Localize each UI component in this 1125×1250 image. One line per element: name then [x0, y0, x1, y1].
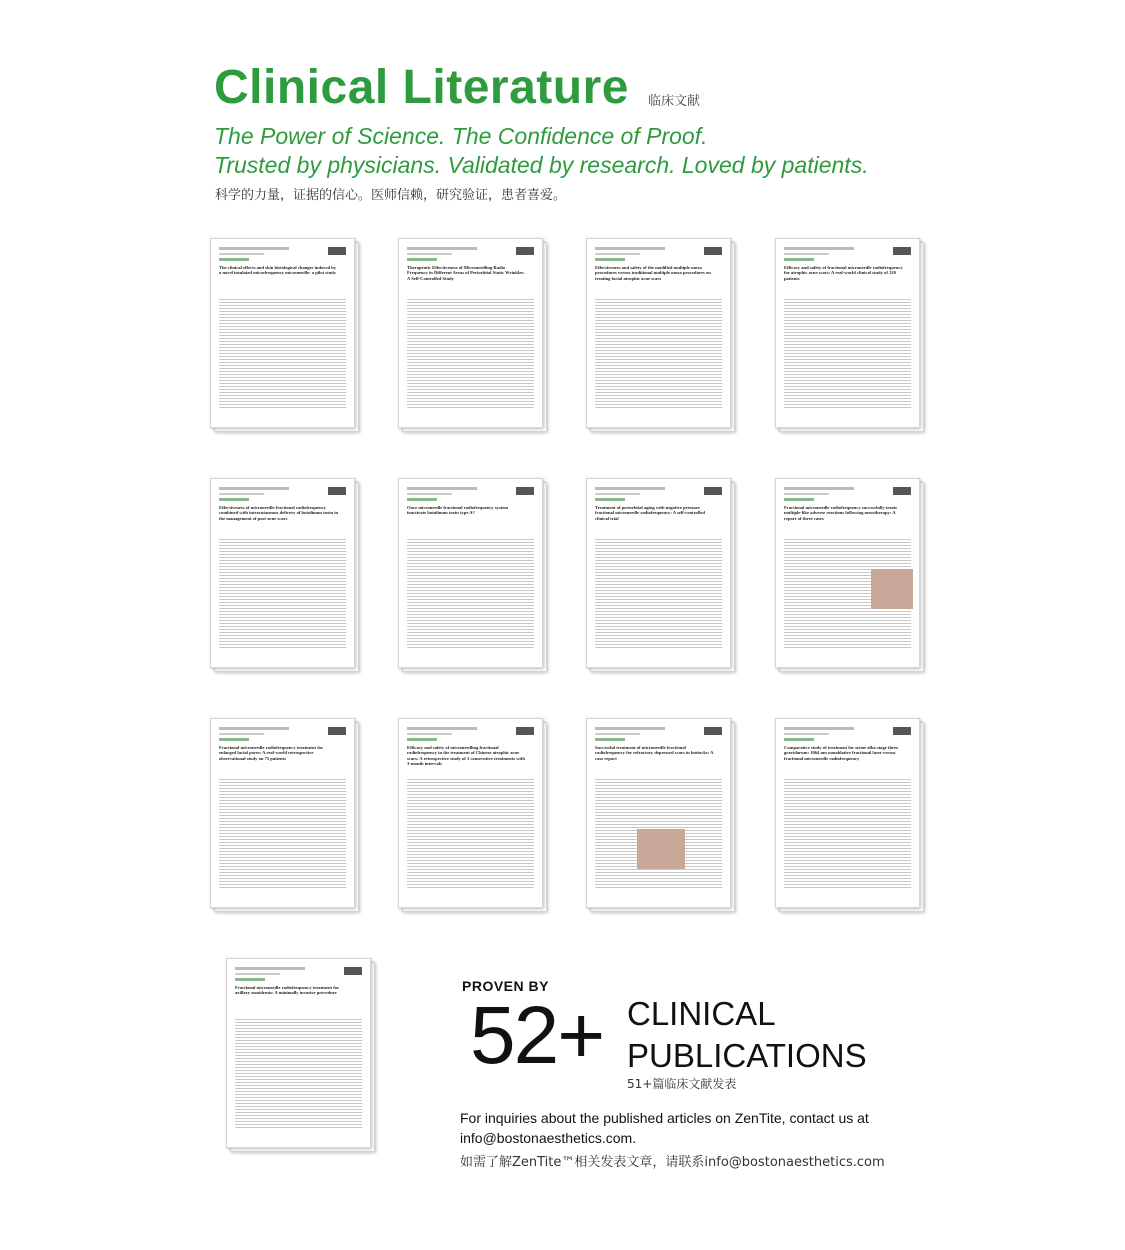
- page-title: Clinical Literature: [214, 61, 629, 114]
- page-title-chinese: 临床文献: [648, 94, 701, 109]
- tagline-chinese: 科学的力量，证据的信心。医师信赖，研究验证，患者喜爱。: [215, 188, 567, 203]
- paper-thumbnail: [775, 478, 920, 668]
- paper-title: Treatment of periorbital aging with negative pressure fractional microneedle radiofrequency: A self-controlled clinical trial: [595, 505, 705, 521]
- contact-text-chinese: 如需了解ZenTite™相关发表文章，请联系info@bostonaesthetics.com: [460, 1155, 885, 1170]
- contact-text-line-1: For inquiries about the published articles on ZenTite, contact us at: [460, 1110, 869, 1126]
- paper-thumbnail: [398, 478, 543, 668]
- paper-title: Effectiveness of microneedle fractional radiofrequency combined with intracutaneous delivery of botulinum toxin in the management of post-acne scars: [219, 505, 339, 521]
- paper-thumbnail: [398, 238, 543, 428]
- proven-by-label: PROVEN BY: [462, 978, 549, 994]
- paper-thumbnail: [210, 718, 355, 908]
- paper-thumbnail: [398, 718, 543, 908]
- paper-thumbnail: [775, 718, 920, 908]
- publication-label-line-2: PUBLICATIONS: [627, 1037, 867, 1074]
- clinical-photo-figure: [871, 569, 913, 609]
- paper-thumbnail: [775, 238, 920, 428]
- paper-title: Effectiveness and safety of the modified multiple moxa procedures versus traditional multiple moxa procedures on treating facial atrophic acne scars: [595, 265, 711, 281]
- paper-title: Comparative study of treatment for striae alba stage three gravidarum: 1064 nm nonablative fractional laser versus fractional microneedle radiofrequency: [784, 745, 899, 761]
- paper-thumbnail: [210, 238, 355, 428]
- contact-email-line: info@bostonaesthetics.com.: [460, 1130, 637, 1146]
- paper-title: The clinical effects and skin histological changes induced by a novel insulated microfrequency microneedle: a pilot study: [219, 265, 337, 276]
- tagline-line-1: The Power of Science. The Confidence of Proof.: [214, 123, 708, 149]
- paper-title: Efficacy and safety of fractional microneedle radiofrequency for atrophic acne scars: A real-world clinical study of 120 patients: [784, 265, 903, 281]
- paper-thumbnail: [586, 478, 731, 668]
- paper-title: Efficacy and safety of microneedling fractional radiofrequency in the treatment of Chinese atrophic acne scars: A retrospective study of 3 consecutive treatments with 3-month intervals: [407, 745, 525, 767]
- paper-thumbnail: [226, 958, 371, 1148]
- paper-title: Fractional microneedle radiofrequency treatment for axillary osmidrosis: A minimally invasive procedure: [235, 985, 340, 996]
- paper-thumbnail: [210, 478, 355, 668]
- tagline-line-2: Trusted by physicians. Validated by research. Loved by patients.: [214, 152, 869, 178]
- paper-thumbnail: [586, 718, 731, 908]
- paper-title: Therapeutic Effectiveness of Microneedling Radio Frequency in Different Areas of Periorbital Static Wrinkles: A Self-Controlled Study: [407, 265, 525, 281]
- paper-title: Once microneedle fractional radiofrequency system inactivate botulinum toxin type A?: [407, 505, 509, 516]
- publication-count: 52+: [470, 990, 604, 1081]
- paper-title: Fractional microneedle radiofrequency successfully treats multiple-like adverse reactions following mesotherapy: A report of three cases: [784, 505, 898, 521]
- paper-thumbnail: [586, 238, 731, 428]
- paper-title: Fractional microneedle radiofrequency treatment for enlarged facial pores: A real-world retrospective observational study on 75 patients: [219, 745, 324, 761]
- paper-title: Successful treatment of microneedle fractional radiofrequency for refractory depressed scars in buttocks: A case report: [595, 745, 714, 761]
- publication-label-line-1: CLINICAL: [627, 995, 776, 1032]
- clinical-photo-figure: [637, 829, 685, 869]
- publication-label-chinese: 51+篇临床文献发表: [627, 1077, 737, 1091]
